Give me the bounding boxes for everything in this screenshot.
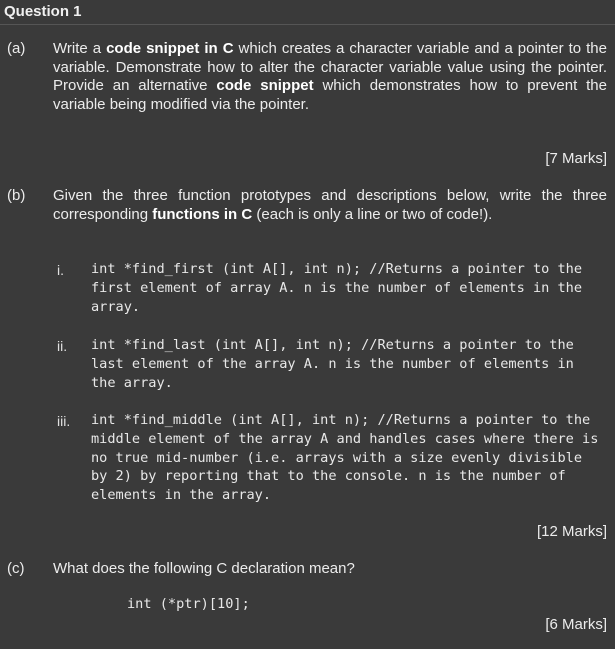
title-divider <box>0 24 615 25</box>
question-title: Question 1 <box>4 3 82 20</box>
part-c-text <box>7 560 607 579</box>
item-i-number: i. <box>57 262 64 278</box>
part-b-text-2: (each is only a line or two of code!). <box>252 205 493 223</box>
part-a-bold-2: code snippet <box>216 77 314 94</box>
part-b-text-1: Given the three function prototypes and descriptions below, write the three corresponding <box>53 187 607 223</box>
part-c-label: (c) <box>7 560 25 577</box>
part-b-text <box>7 187 607 224</box>
part-a-text-3: which demonstrates how to prevent the variable being modified via the pointer. <box>53 77 607 113</box>
item-iii-number: iii. <box>57 413 71 429</box>
part-a-text <box>7 40 607 114</box>
part-a-marks: [7 Marks] <box>545 150 607 167</box>
part-b-bold-1: functions in C <box>152 205 253 223</box>
part-c-question: What does the following C declaration mean? <box>53 560 355 577</box>
part-a-text-1: Write a <box>53 40 107 57</box>
part-c-marks: [6 Marks] <box>545 616 607 633</box>
item-iii-code: int *find_middle (int A[], int n); //Returns a pointer to the middle element of the array A and handles cases where there is no true mid-number (i.e. arrays with a size evenly divisible by 2) by reporting that to the console. n is the number of elements in the array. <box>91 412 607 504</box>
part-b-marks: [12 Marks] <box>536 523 607 540</box>
item-i-code: int *find_first (int A[], int n); //Returns a pointer to the first element of array A. n is the number of elements in the array. <box>91 261 591 315</box>
part-a-bold-1: code snippet in C <box>106 40 234 57</box>
item-ii-code: int *find_last (int A[], int n); //Returns a pointer to the last element of the array A. n is the number of elements in the array. <box>91 337 583 391</box>
part-a-label: (a) <box>7 40 26 57</box>
part-c-code: int (*ptr)[10]; <box>127 596 250 612</box>
part-b-label: (b) <box>7 187 26 204</box>
item-ii-number: ii. <box>57 338 68 354</box>
part-a-text-2: which creates a character variable and a pointer to the variable. Demonstrate how to alter the character variable value using the pointer. Provide an alternative <box>53 40 607 94</box>
